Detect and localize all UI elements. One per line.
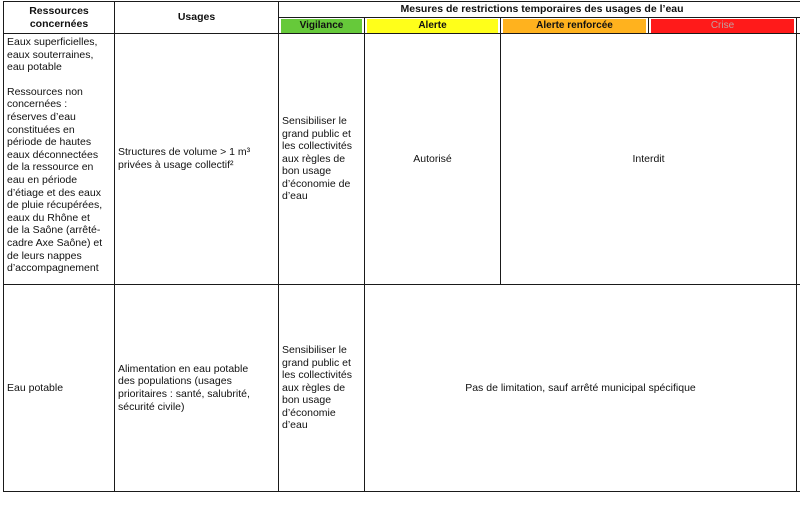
vigilance-cell xyxy=(279,34,365,285)
resource-line: eaux souterraines, xyxy=(7,48,94,61)
level-crise xyxy=(649,18,797,34)
usage-line: prioritaires : santé, salubrité, xyxy=(118,388,250,400)
usage-cell xyxy=(115,34,279,285)
vigilance-line: d’économie de xyxy=(282,177,351,190)
header-measures: Mesures de restrictions temporaires des usages de l’eau xyxy=(279,2,800,18)
vigilance-line: les collectivités xyxy=(282,140,353,153)
resources-cell: Eau potable xyxy=(4,285,115,492)
renforcee-crise-cell: Interdit xyxy=(501,34,797,285)
extra-cell xyxy=(797,285,800,492)
extra-cell xyxy=(797,34,800,285)
usage-line: privées à usage collectif² xyxy=(118,159,234,171)
resource-line: Eaux superficielles, xyxy=(7,36,98,48)
resources-concerned xyxy=(7,36,111,74)
header-usages: Usages xyxy=(115,2,279,34)
vigilance-line: les collectivités xyxy=(282,369,353,382)
resource-line: d’accompagnement xyxy=(7,262,99,275)
level-alerte-renforcee xyxy=(501,18,649,34)
vigilance-line: d’eau xyxy=(282,190,308,203)
vigilance-line: aux règles de xyxy=(282,381,346,394)
vigilance-line: Sensibiliser le xyxy=(282,343,347,356)
resource-line: de pluie récupérées, xyxy=(7,199,103,212)
usage-cell xyxy=(115,285,279,492)
resource-line: d’étiage et des eaux xyxy=(7,186,101,199)
resource-line: de la Saône (arrêté- xyxy=(7,224,101,237)
resource-line: de leurs nappes xyxy=(7,249,82,262)
resource-line: Ressources non xyxy=(7,85,83,98)
usage-line: des populations (usages xyxy=(118,375,232,388)
restriction-cell: Pas de limitation, sauf arrêté municipal spécifique xyxy=(365,285,797,492)
resource-line: eaux du Rhône et xyxy=(7,211,90,224)
resource-line: eau en période xyxy=(7,173,78,186)
usage-line: Alimentation en eau potable xyxy=(118,362,249,375)
level-vigilance-label: Vigilance xyxy=(281,19,362,33)
level-alerte xyxy=(365,18,501,34)
resources-cell xyxy=(4,34,115,285)
vigilance-line: grand public et xyxy=(282,356,351,369)
resources-not-concerned xyxy=(7,86,111,275)
level-crise-label: Crise xyxy=(651,19,794,33)
level-alerte-renforcee-label: Alerte renforcée xyxy=(503,19,646,33)
resource-line: constituées en xyxy=(7,123,75,136)
vigilance-line: aux règles de xyxy=(282,152,346,165)
level-vigilance xyxy=(279,18,365,34)
resource-line: eaux déconnectées xyxy=(7,148,99,161)
vigilance-line: grand public et xyxy=(282,127,351,140)
vigilance-line: bon usage xyxy=(282,165,332,178)
resource-line: réserves d’eau xyxy=(7,110,76,123)
vigilance-line: d’eau xyxy=(282,419,308,432)
level-alerte-label: Alerte xyxy=(367,19,498,33)
vigilance-cell xyxy=(279,285,365,492)
resource-line: période de hautes xyxy=(7,136,92,149)
usage-line: Structures de volume > 1 m³ xyxy=(118,146,251,159)
resource-line: de la ressource en xyxy=(7,161,94,174)
resource-line: eau potable xyxy=(7,61,62,74)
table-row xyxy=(4,34,800,285)
vigilance-line: Sensibiliser le xyxy=(282,114,347,127)
resource-line: cadre Axe Saône) et xyxy=(7,236,103,249)
water-restrictions-table xyxy=(3,1,800,492)
level-extra xyxy=(797,18,800,34)
alerte-cell: Autorisé xyxy=(365,34,501,285)
vigilance-line: d’économie xyxy=(282,406,336,419)
table-row xyxy=(4,285,800,492)
usage-line: sécurité civile) xyxy=(118,400,185,413)
vigilance-line: bon usage xyxy=(282,394,332,407)
resource-line: concernées : xyxy=(7,98,68,111)
header-resources: Ressources concernées xyxy=(4,2,115,34)
